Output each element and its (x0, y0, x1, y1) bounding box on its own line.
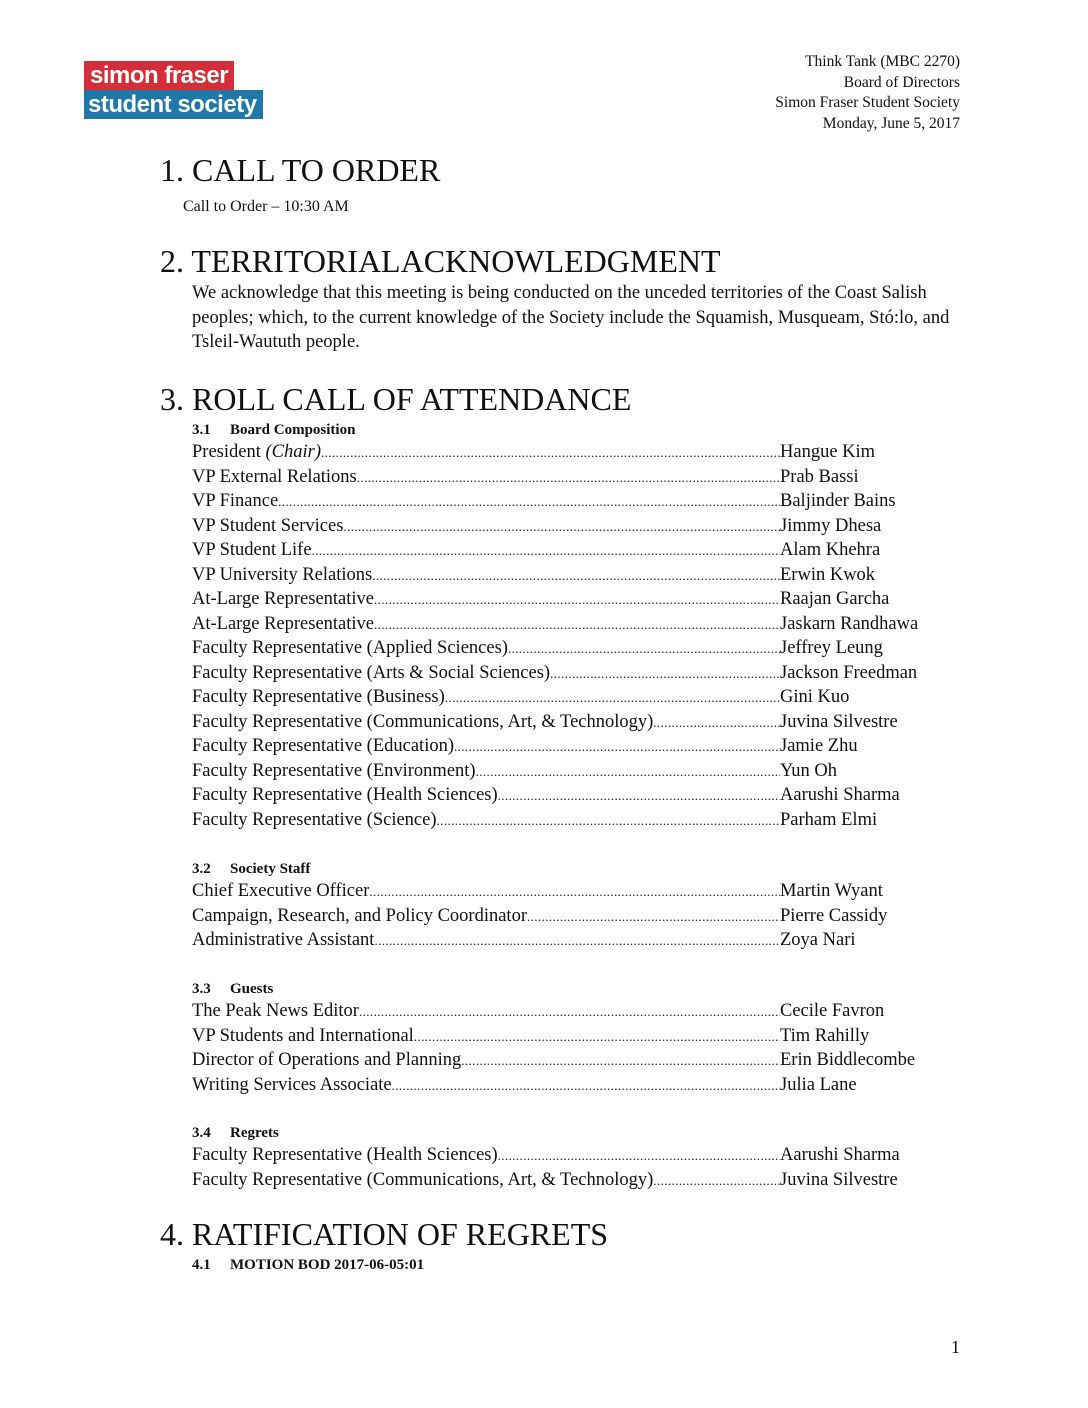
board-composition-list (192, 440, 982, 832)
attendee-name: Zoya Nari (780, 930, 856, 950)
dot-leader (374, 929, 780, 954)
dot-leader (454, 735, 780, 760)
attendance-row (192, 489, 982, 514)
dot-leader (461, 1049, 780, 1074)
attendance-row (192, 710, 982, 735)
dot-leader (527, 905, 780, 930)
position-title: Administrative Assistant (192, 930, 375, 950)
section-3-heading: 3. ROLL CALL OF ATTENDANCE (160, 381, 632, 417)
attendee-name: Tim Rahilly (780, 1025, 870, 1046)
attendance-row (192, 1143, 982, 1168)
dot-leader (498, 1144, 780, 1169)
attendance-row (192, 928, 982, 953)
sfss-logo (84, 61, 264, 119)
attendance-row (192, 514, 982, 539)
subsection-heading-regrets (192, 1124, 279, 1142)
dot-leader (476, 760, 780, 785)
subsection-heading-guests (192, 980, 273, 998)
dot-leader (414, 1025, 780, 1050)
position-title: Faculty Representative (Science) (192, 809, 437, 830)
position-title: Campaign, Research, and Policy Coordinator (192, 905, 527, 926)
attendance-row (192, 904, 982, 929)
header-body: Board of Directors (843, 73, 960, 91)
attendee-name: Gini Kuo (780, 687, 850, 707)
dot-leader (372, 564, 780, 589)
attendance-row (192, 879, 982, 904)
guests-list (192, 999, 982, 1097)
section-4-heading: 4. RATIFICATION OF REGRETS (160, 1216, 609, 1252)
attendee-name: Erwin Kwok (780, 564, 876, 585)
attendance-row (192, 440, 982, 465)
subsection-title: Board Composition (230, 422, 356, 438)
position-title: Faculty Representative (Applied Sciences) (192, 638, 508, 658)
dot-leader (357, 466, 780, 491)
header-location: Think Tank (MBC 2270) (805, 53, 960, 70)
position-title: Writing Services Associate (192, 1074, 392, 1095)
dot-leader (374, 613, 780, 638)
dot-leader (437, 809, 780, 834)
subsection-number: 3.2 (192, 861, 211, 877)
position-title: VP Student Life (192, 540, 312, 560)
attendee-name: Jackson Freedman (780, 662, 918, 683)
attendee-name: Juvina Silvestre (780, 711, 898, 732)
attendee-name: Cecile Favron (780, 1001, 885, 1021)
dot-leader (653, 1169, 780, 1194)
position-title: The Peak News Editor (192, 1001, 359, 1021)
motion-title: MOTION BOD 2017-06-05:01 (230, 1257, 425, 1273)
attendee-name: Pierre Cassidy (780, 905, 888, 926)
dot-leader (312, 539, 780, 564)
attendee-name: Aarushi Sharma (780, 1145, 900, 1165)
attendee-name: Aarushi Sharma (780, 785, 900, 805)
meeting-header (775, 52, 960, 134)
subsection-number: 3.1 (192, 422, 211, 438)
logo-line-1: simon fraser (84, 61, 234, 90)
position-title: VP Finance (192, 491, 279, 511)
position-title: Faculty Representative (Health Sciences) (192, 1145, 498, 1165)
subsection-title: Regrets (230, 1125, 279, 1141)
section-1-heading: 1. CALL TO ORDER (160, 152, 441, 188)
motion-number: 4.1 (192, 1257, 211, 1273)
attendance-row (192, 1168, 982, 1193)
position-title: VP External Relations (192, 466, 357, 487)
attendee-name: Jaskarn Randhawa (780, 613, 919, 634)
attendee-name: Jamie Zhu (780, 736, 858, 756)
attendance-row (192, 808, 982, 833)
call-to-order-note: Call to Order – 10:30 AM (183, 198, 349, 215)
attendance-row (192, 1048, 982, 1073)
position-title: Director of Operations and Planning (192, 1050, 462, 1070)
position-title-note: (Chair) (265, 442, 321, 462)
attendance-row (192, 734, 982, 759)
logo-line-2: student society (84, 90, 263, 119)
attendee-name: Juvina Silvestre (780, 1169, 898, 1190)
position-title: VP Student Services (192, 515, 344, 536)
position-title: Faculty Representative (Education) (192, 736, 454, 756)
attendee-name: Alam Khehra (780, 540, 881, 560)
position-title: At-Large Representative (192, 589, 375, 609)
dot-leader (369, 880, 780, 905)
position-title: Chief Executive Officer (192, 881, 370, 901)
dot-leader (321, 441, 780, 466)
position-title: Faculty Representative (Business) (192, 687, 445, 707)
position-title: At-Large Representative (192, 613, 375, 634)
dot-leader (359, 1000, 780, 1025)
subsection-number: 3.3 (192, 981, 211, 997)
header-date: Monday, June 5, 2017 (822, 114, 960, 132)
dot-leader (653, 711, 780, 736)
position-title: Faculty Representative (Arts & Social Sciences) (192, 662, 551, 683)
attendance-row (192, 636, 982, 661)
attendee-name: Martin Wyant (780, 881, 883, 901)
attendee-name: Yun Oh (780, 760, 838, 781)
position-title: Faculty Representative (Environment) (192, 760, 476, 781)
dot-leader (343, 515, 780, 540)
attendee-name: Hangue Kim (780, 442, 876, 462)
position-title: President (Chair) (192, 442, 321, 462)
attendee-name: Parham Elmi (780, 809, 878, 830)
attendance-row (192, 563, 982, 588)
position-title: Faculty Representative (Communications, Art, & Technology) (192, 711, 654, 732)
position-title: VP Students and International (192, 1025, 414, 1046)
subsection-heading-staff (192, 860, 310, 878)
page-number: 1 (951, 1337, 960, 1357)
dot-leader (550, 662, 780, 687)
attendee-name: Julia Lane (780, 1074, 857, 1095)
position-title: VP University Relations (192, 564, 373, 585)
society-staff-list (192, 879, 982, 953)
subsection-title: Guests (230, 981, 274, 997)
dot-leader (392, 1074, 780, 1099)
attendee-name: Raajan Garcha (780, 589, 890, 609)
attendance-row (192, 612, 982, 637)
attendee-name: Erin Biddlecombe (780, 1050, 916, 1070)
attendance-row (192, 661, 982, 686)
dot-leader (445, 686, 780, 711)
dot-leader (374, 588, 780, 613)
subsection-title: Society Staff (230, 861, 311, 877)
section-2-heading: 2. TERRITORIALACKNOWLEDGMENT (160, 243, 721, 279)
subsection-heading-board (192, 421, 355, 439)
attendee-name: Jeffrey Leung (780, 638, 883, 658)
attendee-name: Prab Bassi (780, 466, 859, 487)
header-organization: Simon Fraser Student Society (775, 94, 960, 111)
attendance-row (192, 538, 982, 563)
attendance-row (192, 783, 982, 808)
territorial-acknowledgment-text: We acknowledge that this meeting is being conducted on the unceded territories of the Coast Salish peoples; which, to the current knowledge of the Society include the Squamish, Musqueam, Stó:lo, and Tsleil-Waututh people. (192, 283, 950, 352)
subsection-number: 3.4 (192, 1125, 211, 1141)
attendance-row (192, 685, 982, 710)
motion-heading (192, 1256, 424, 1274)
attendee-name: Baljinder Bains (780, 491, 896, 511)
attendance-row (192, 759, 982, 784)
dot-leader (498, 784, 780, 809)
position-title: Faculty Representative (Health Sciences) (192, 785, 498, 805)
attendance-row (192, 587, 982, 612)
regrets-list (192, 1143, 982, 1192)
attendance-row (192, 999, 982, 1024)
attendance-row (192, 1073, 982, 1098)
position-title: Faculty Representative (Communications, Art, & Technology) (192, 1169, 654, 1190)
dot-leader (278, 490, 780, 515)
attendance-row (192, 465, 982, 490)
attendee-name: Jimmy Dhesa (780, 515, 882, 536)
attendance-row (192, 1024, 982, 1049)
dot-leader (508, 637, 780, 662)
